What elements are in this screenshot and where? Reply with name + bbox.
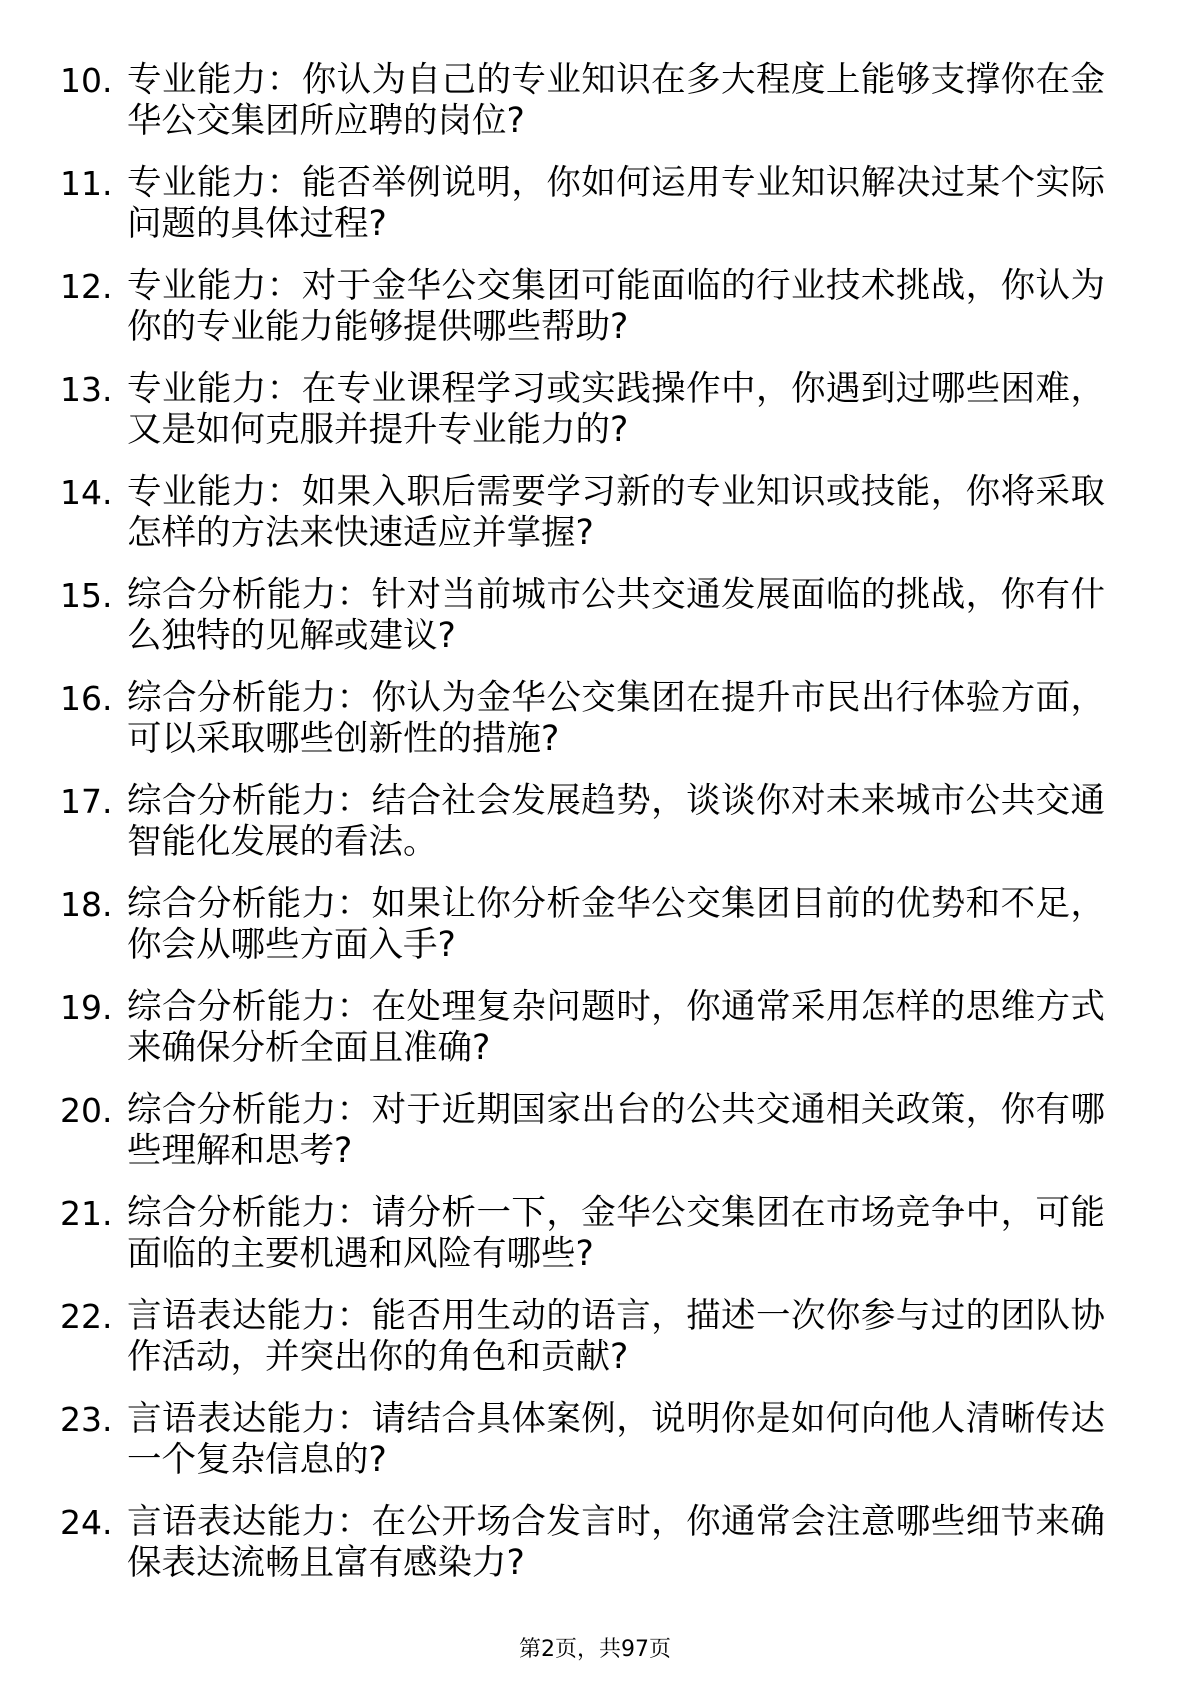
question-list — [60, 60, 1110, 1605]
item-text: 专业能力：在专业课程学习或实践操作中，你遇到过哪些困难，又是如何克服并提升专业能力的? — [127, 369, 1105, 450]
item-number: 18. — [60, 885, 113, 924]
item-text: 综合分析能力：你认为金华公交集团在提升市民出行体验方面，可以采取哪些创新性的措施? — [127, 678, 1105, 759]
item-number: 16. — [60, 679, 113, 718]
list-item — [60, 987, 1110, 1069]
item-number: 10. — [60, 61, 113, 100]
item-text: 综合分析能力：针对当前城市公共交通发展面临的挑战，你有什么独特的见解或建议? — [127, 575, 1105, 656]
list-item — [60, 1502, 1110, 1584]
item-text: 综合分析能力：如果让你分析金华公交集团目前的优势和不足，你会从哪些方面入手? — [127, 884, 1105, 965]
list-item — [60, 163, 1110, 245]
item-text: 专业能力：如果入职后需要学习新的专业知识或技能，你将采取怎样的方法来快速适应并掌握? — [127, 472, 1105, 553]
item-number: 21. — [60, 1194, 113, 1233]
item-number: 11. — [60, 164, 113, 203]
item-number: 14. — [60, 473, 113, 512]
item-text: 言语表达能力：能否用生动的语言，描述一次你参与过的团队协作活动，并突出你的角色和贡献? — [127, 1296, 1105, 1377]
list-item — [60, 1399, 1110, 1481]
item-text: 综合分析能力：请分析一下，金华公交集团在市场竞争中，可能面临的主要机遇和风险有哪些? — [127, 1193, 1105, 1274]
item-text: 综合分析能力：对于近期国家出台的公共交通相关政策，你有哪些理解和思考? — [127, 1090, 1105, 1171]
item-text: 综合分析能力：结合社会发展趋势，谈谈你对未来城市公共交通智能化发展的看法。 — [127, 781, 1105, 862]
item-number: 13. — [60, 370, 113, 409]
item-number: 23. — [60, 1400, 113, 1439]
list-item — [60, 266, 1110, 348]
list-item — [60, 884, 1110, 966]
list-item — [60, 60, 1110, 142]
item-number: 15. — [60, 576, 113, 615]
item-number: 17. — [60, 782, 113, 821]
item-number: 19. — [60, 988, 113, 1027]
list-item — [60, 575, 1110, 657]
page-footer: 第2页，共97页 — [519, 1637, 671, 1662]
item-number: 24. — [60, 1503, 113, 1542]
item-text: 言语表达能力：在公开场合发言时，你通常会注意哪些细节来确保表达流畅且富有感染力? — [127, 1502, 1105, 1583]
item-number: 22. — [60, 1297, 113, 1336]
list-item — [60, 1090, 1110, 1172]
item-number: 20. — [60, 1091, 113, 1130]
list-item — [60, 781, 1110, 863]
list-item — [60, 1296, 1110, 1378]
item-number: 12. — [60, 267, 113, 306]
item-text: 专业能力：你认为自己的专业知识在多大程度上能够支撑你在金华公交集团所应聘的岗位? — [127, 60, 1105, 141]
item-text: 综合分析能力：在处理复杂问题时，你通常采用怎样的思维方式来确保分析全面且准确? — [127, 987, 1105, 1068]
list-item — [60, 369, 1110, 451]
list-item — [60, 472, 1110, 554]
item-text: 专业能力：能否举例说明，你如何运用专业知识解决过某个实际问题的具体过程? — [127, 163, 1105, 244]
item-text: 专业能力：对于金华公交集团可能面临的行业技术挑战，你认为你的专业能力能够提供哪些帮助? — [127, 266, 1105, 347]
item-text: 言语表达能力：请结合具体案例，说明你是如何向他人清晰传达一个复杂信息的? — [127, 1399, 1105, 1480]
list-item — [60, 678, 1110, 760]
list-item — [60, 1193, 1110, 1275]
